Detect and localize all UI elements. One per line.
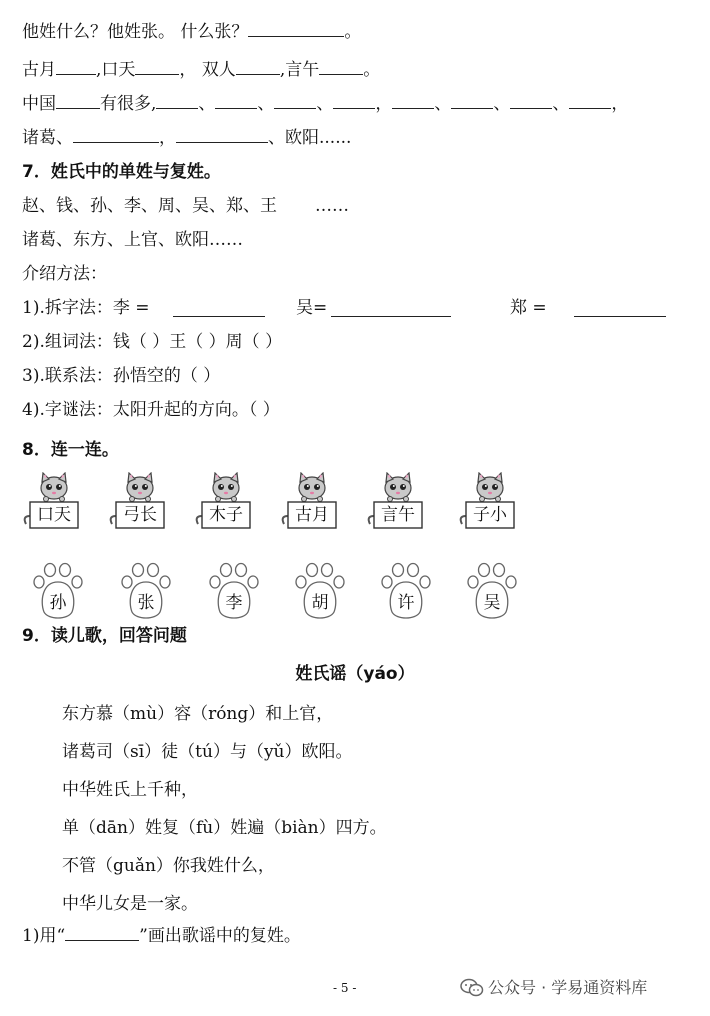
answer-blank[interactable] [135, 58, 179, 75]
answer-blank[interactable] [176, 126, 268, 143]
punctuation: ， [159, 128, 176, 148]
watermark: 公众号 · 学易通资料库 [488, 978, 648, 997]
punctuation: 。 [363, 60, 381, 80]
cat-card-label: 子小 [473, 505, 507, 525]
answer-blank[interactable] [574, 300, 666, 317]
ellipsis: …… [315, 196, 349, 216]
answer-blank[interactable] [569, 92, 611, 109]
method-1-wu: 吴= [296, 298, 328, 318]
punctuation: 。 [344, 22, 362, 42]
method-2: 2).组词法：钱（ ）王（ ）周（ ） [22, 332, 283, 352]
method-1-zheng: 郑 = [510, 298, 547, 318]
answer-blank[interactable] [56, 58, 96, 75]
clue-text: 诸葛、 [22, 128, 73, 148]
clue-text: 、欧阳...... [268, 128, 352, 148]
paw-print[interactable] [466, 562, 518, 622]
wechat-icon [460, 978, 482, 996]
methods-title: 介绍方法： [22, 264, 107, 284]
poem-line: 单（dān）姓复（fù）姓遍（biàn）四方。 [62, 818, 387, 838]
answer-blank[interactable] [56, 92, 100, 109]
question-text: 他姓什么？他姓张。 什么张？ [22, 22, 249, 42]
clue-text: ,言午 [279, 60, 320, 80]
single-surname-list: 赵、钱、孙、李、周、吴、郑、王 [22, 196, 277, 216]
cat-card[interactable] [108, 472, 168, 532]
paw-print-label: 吴 [483, 593, 501, 613]
single-surnames [22, 194, 349, 218]
cat-card[interactable] [280, 472, 340, 532]
answer-blank[interactable] [156, 92, 198, 109]
line-4 [22, 126, 351, 150]
answer-blank[interactable] [236, 58, 280, 75]
cat-card[interactable] [366, 472, 426, 532]
poem-line: 不管（guǎn）你我姓什么， [62, 856, 275, 876]
answer-blank[interactable] [173, 300, 265, 317]
clue-text: 中国 [22, 94, 56, 114]
answer-blank[interactable] [65, 924, 139, 941]
compound-surnames: 诸葛、东方、上官、欧阳…… [22, 230, 243, 250]
method-1 [22, 296, 150, 320]
answer-blank[interactable] [215, 92, 257, 109]
answer-blank[interactable] [510, 92, 552, 109]
clue-text: ， 双人 [179, 60, 236, 80]
method-4: 4).字谜法：太阳升起的方向。（ ） [22, 400, 280, 420]
section-8-title: 8．连一连。 [22, 440, 119, 460]
cat-card[interactable] [194, 472, 254, 532]
cat-card[interactable] [458, 472, 518, 532]
paw-print[interactable] [380, 562, 432, 622]
section-9-title: 9．读儿歌，回答问题 [22, 626, 187, 646]
question-1-start: 1)用“ [22, 926, 66, 946]
paw-print[interactable] [32, 562, 84, 622]
answer-blank[interactable] [248, 20, 344, 37]
poem-line: 东方慕（mù）容（róng）和上官， [62, 704, 334, 724]
answer-blank[interactable] [333, 92, 375, 109]
poem-line: 中华姓氏上千种， [62, 780, 198, 800]
paw-print-label: 张 [137, 593, 155, 613]
cat-card-label: 古月 [295, 505, 329, 525]
line-3: 中国 有很多, 、 、 、 ， 、 、 、 ， [22, 94, 629, 114]
page-number: - 5 - [333, 981, 357, 995]
answer-blank[interactable] [392, 92, 434, 109]
method-3: 3).联系法：孙悟空的（ ） [22, 366, 221, 386]
paw-print[interactable] [208, 562, 260, 622]
paw-print-label: 李 [225, 593, 243, 613]
line-1 [22, 20, 361, 44]
paw-print-label: 孙 [49, 593, 67, 613]
paw-print-label: 许 [397, 593, 415, 613]
poem-line: 中华儿女是一家。 [62, 894, 198, 914]
clue-text: ,口天 [96, 60, 136, 80]
answer-blank[interactable] [73, 126, 159, 143]
question-1 [22, 924, 301, 948]
cat-card-label: 弓长 [123, 505, 157, 525]
paw-print[interactable] [294, 562, 346, 622]
method-1-label: 1).拆字法：李 = [22, 298, 150, 318]
cat-card-label: 口天 [37, 505, 71, 525]
clue-text: 古月 [22, 60, 56, 80]
question-1-end: ”画出歌谣中的复姓。 [139, 926, 301, 946]
answer-blank[interactable] [331, 300, 451, 317]
poem-title: 姓氏谣（yáo） [295, 664, 415, 684]
answer-blank[interactable] [319, 58, 363, 75]
answer-blank[interactable] [274, 92, 316, 109]
clue-text: 有很多, [100, 94, 157, 114]
paw-print[interactable] [120, 562, 172, 622]
cat-card[interactable] [22, 472, 82, 532]
section-7-title: 7．姓氏中的单姓与复姓。 [22, 162, 221, 182]
cat-card-label: 言午 [381, 505, 415, 525]
line-2 [22, 58, 380, 82]
paw-print-label: 胡 [311, 593, 329, 613]
poem-line: 诸葛司（sī）徒（tú）与（yǔ）欧阳。 [62, 742, 353, 762]
answer-blank[interactable] [451, 92, 493, 109]
cat-card-label: 木子 [209, 505, 243, 525]
